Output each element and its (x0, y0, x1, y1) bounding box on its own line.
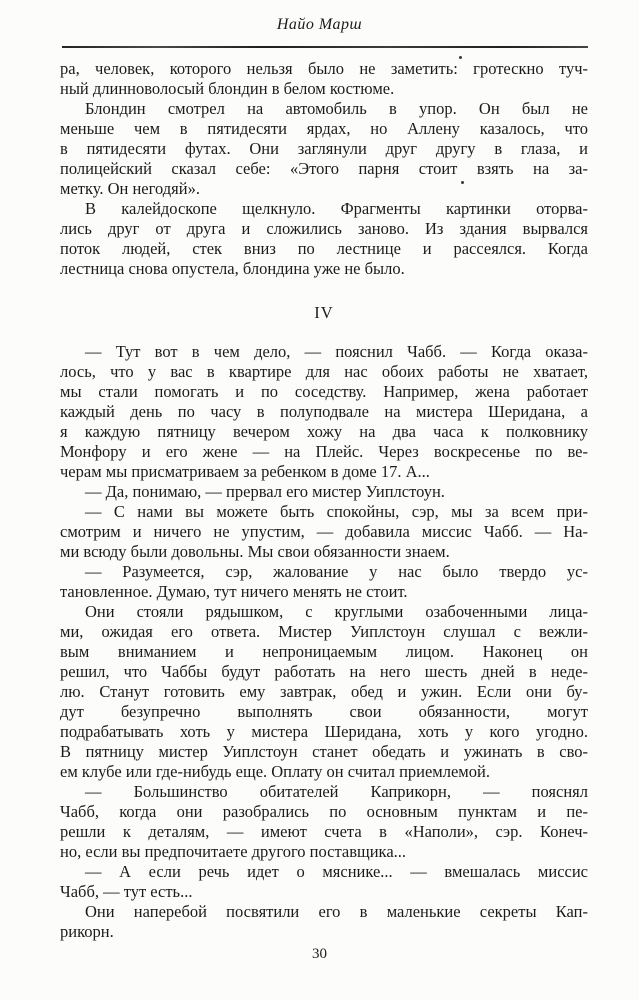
paragraph-line: — Тут вот в чем дело, — пояснил Чабб. — Когда оказа- (85, 342, 588, 361)
running-head: Найо Марш (276, 16, 363, 33)
paragraph-line: лись друг от друга и сложились заново. Из здания вырвался (60, 219, 588, 238)
paragraph-line: метку. Он негодяй». (60, 179, 200, 198)
paragraph-line: — Да, понимаю, — прервал его мистер Уиплстоун. (85, 482, 445, 501)
paragraph-line: дут безупречно выполнять свои обязанности, могут (60, 702, 588, 721)
paragraph-line: смотрим и ничего не упустим, — добавила миссис Чабб. — На- (60, 522, 588, 541)
paragraph-line: Чабб, когда они разобрались по основным пунктам и пе- (60, 802, 588, 821)
paragraph-line: решил, что Чаббы будут работать на него шесть дней в неде- (60, 662, 588, 681)
paragraph-line: каждый день по часу в полуподвале на мистера Шеридана, а (60, 402, 588, 421)
paragraph (60, 99, 588, 199)
section-heading: IV (314, 303, 334, 322)
paragraph-line: мы стали помогать и по соседству. Например, жена работает (60, 382, 588, 401)
paragraph-line: но, если вы предпочитаете другого поставщика... (60, 842, 407, 861)
paragraph-line: — Большинство обитателей Каприкорн, — пояснял (85, 782, 588, 801)
paragraph (60, 482, 588, 502)
paragraph (60, 59, 588, 99)
paragraph-line: полицейский сказал себе: «Этого парня стоит взять на за- (60, 159, 588, 178)
paragraph (60, 502, 588, 562)
paragraph-line: В калейдоскопе щелкнуло. Фрагменты картинки оторва- (85, 199, 588, 218)
paragraph-line: подрабатывать хоть у мистера Шеридана, хоть у кого угодно. (60, 722, 588, 741)
scan-speck (459, 56, 462, 59)
paragraph-line: вым вниманием и непроницаемым лицом. Наконец он (60, 642, 588, 661)
paragraph (60, 782, 588, 862)
paragraph (60, 199, 588, 279)
paragraph-line: в пятидесяти футах. Они заглянули друг другу в глаза, и (60, 139, 588, 158)
paragraph-line: рикорн. (60, 922, 114, 941)
paragraph-line: решли к деталям, — имеют счета в «Наполи», сэр. Конеч- (60, 822, 588, 841)
paragraph-line: Они наперебой посвятили его в маленькие секреты Кап- (85, 902, 588, 921)
paragraph-line: тановленное. Думаю, тут ничего менять не стоит. (60, 582, 408, 601)
scan-speck (461, 181, 464, 184)
header-rule (62, 46, 588, 48)
paragraph-line: лось, что у вас в квартире для нас обоих работы не хватает, (60, 362, 588, 381)
paragraph-line: — С нами вы можете быть спокойны, сэр, мы за всем при- (85, 502, 588, 521)
paragraph-line: ем клубе или где-нибудь еще. Оплату он считал приемлемой. (60, 762, 490, 781)
paragraph-line: черам мы присматриваем за ребенком в доме 17. А... (60, 462, 430, 481)
paragraph (60, 562, 588, 602)
paragraph-line: Чабб, — тут есть... (60, 882, 193, 901)
paragraph-line: — Разумеется, сэр, жалование у нас было твердо ус- (85, 562, 588, 581)
paragraph-line: ми всюду были довольны. Мы свои обязанности знаем. (60, 542, 450, 561)
page-number: 30 (312, 946, 327, 962)
paragraph (60, 342, 588, 482)
text-column (60, 59, 588, 942)
paragraph (60, 902, 588, 942)
paragraph (60, 602, 588, 782)
paragraph-line: — А если речь идет о мяснике... — вмешалась миссис (85, 862, 588, 881)
paragraph-line: лестница снова опустела, блондина уже не было. (60, 259, 405, 278)
paragraph-line: ра, человек, которого нельзя было не заметить: гротескно туч- (60, 59, 588, 78)
paragraph-line: Блондин смотрел на автомобиль в упор. Он был не (85, 99, 588, 118)
paragraph-line: лю. Станут готовить ему завтрак, обед и ужин. Если они бу- (60, 682, 588, 701)
paragraph-line: Они стояли рядышком, с круглыми озабоченными лица- (85, 602, 588, 621)
paragraph-line: ный длинноволосый блондин в белом костюме. (60, 79, 395, 98)
paragraph-line: я каждую пятницу вечером хожу на два часа к полковнику (60, 422, 588, 441)
paragraph-line: Монфору и его жене — на Плейс. Через воскресенье по ве- (60, 442, 588, 461)
paragraph-line: В пятницу мистер Уиплстоун станет обедать и ужинать в сво- (60, 742, 588, 761)
paragraph-line: ми, ожидая его ответа. Мистер Уиплстоун слушал с вежли- (60, 622, 588, 641)
paragraph-line: меньше чем в пятидесяти ярдах, но Аллену казалось, что (60, 119, 588, 138)
paragraph (60, 862, 588, 902)
paragraph-line: поток людей, стек вниз по лестнице и рассеялся. Когда (60, 239, 588, 258)
